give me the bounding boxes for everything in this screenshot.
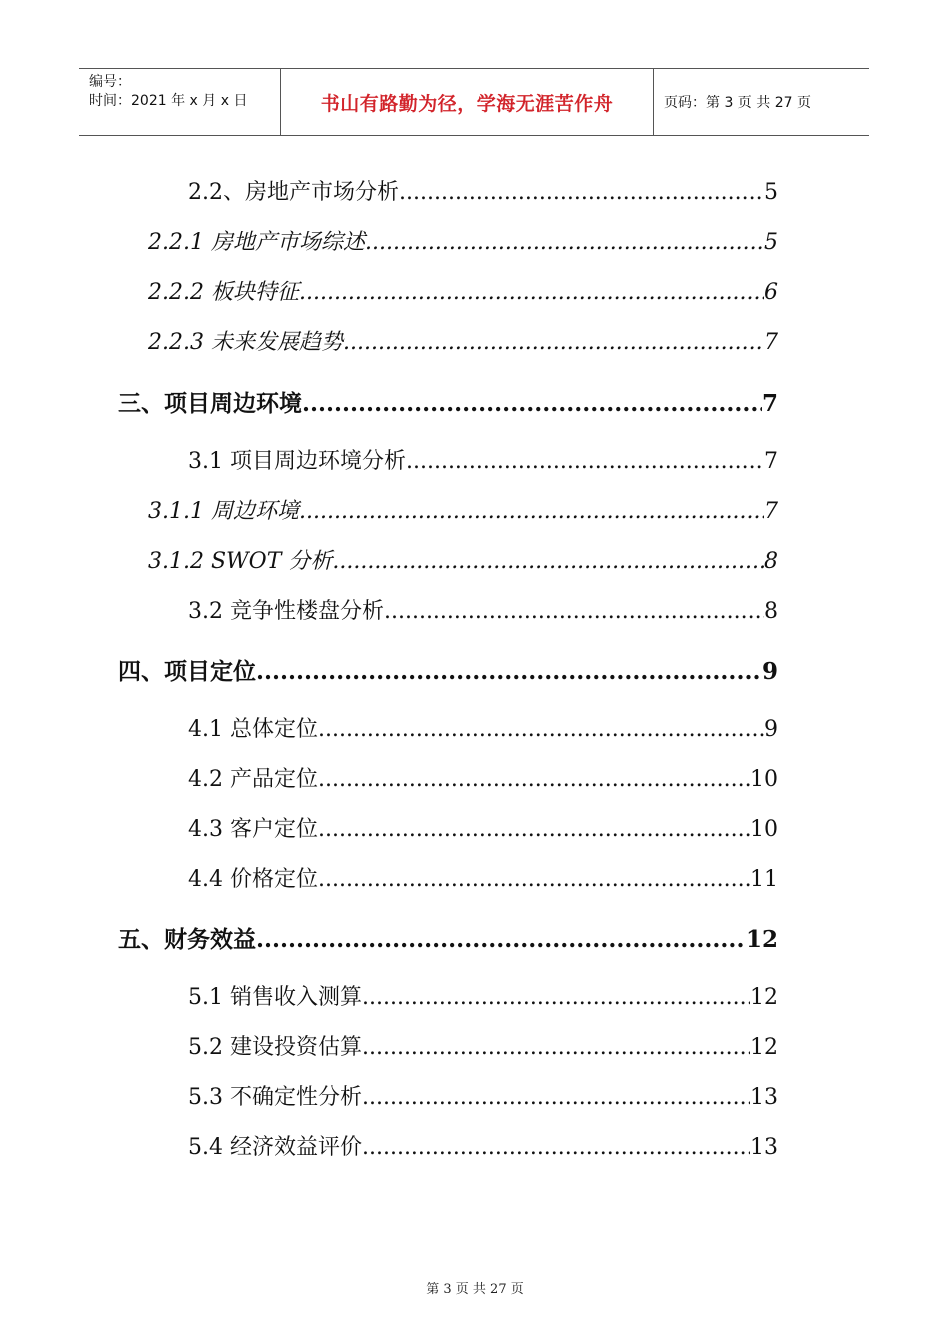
toc-entry[interactable] (188, 980, 778, 1011)
toc-leader-dots (302, 390, 762, 417)
toc-entry-page: 11 (750, 867, 778, 892)
toc-entry-page: 7 (764, 499, 778, 524)
toc-entry-label: 2.2、房地产市场分析 (188, 180, 399, 205)
toc-entry-page: 5 (764, 230, 778, 255)
toc-leader-dots (399, 180, 764, 205)
toc-entry[interactable] (118, 921, 778, 954)
toc-leader-dots (343, 330, 764, 355)
toc-entry-page: 5 (764, 180, 778, 205)
toc-leader-dots (362, 985, 750, 1010)
toc-entry[interactable] (148, 544, 778, 575)
toc-leader-dots (362, 1035, 750, 1060)
toc-entry[interactable] (148, 275, 778, 306)
toc-leader-dots (406, 449, 764, 474)
toc-entry[interactable] (188, 594, 778, 625)
toc-entry-page: 9 (764, 717, 778, 742)
toc-entry[interactable] (188, 1130, 778, 1161)
toc-entry[interactable] (188, 762, 778, 793)
toc-entry-label: 4.4 价格定位 (188, 867, 318, 892)
toc-entry[interactable] (188, 1080, 778, 1111)
header-meta (79, 69, 281, 135)
toc-leader-dots (299, 499, 764, 524)
toc-leader-dots (362, 1085, 750, 1110)
toc-entry-page: 7 (761, 390, 778, 417)
toc-entry-label: 2.2.1 房地产市场综述 (148, 230, 365, 255)
toc-entry-label: 3.1.1 周边环境 (148, 499, 299, 524)
toc-entry-label: 四、项目定位 (118, 658, 256, 685)
toc-leader-dots (318, 867, 750, 892)
toc-entry-page: 13 (750, 1135, 778, 1160)
toc-entry[interactable] (148, 325, 778, 356)
toc-entry[interactable] (118, 385, 778, 418)
page-header (79, 68, 869, 136)
toc-entry-label: 5.4 经济效益评价 (188, 1135, 362, 1160)
toc-entry-label: 2.2.2 板块特征 (148, 280, 299, 305)
toc-leader-dots (256, 926, 746, 953)
toc-entry[interactable] (118, 653, 778, 686)
toc-entry-page: 12 (750, 985, 778, 1010)
toc-entry-page: 8 (764, 599, 778, 624)
toc-entry-label: 5.3 不确定性分析 (188, 1085, 362, 1110)
toc-entry[interactable] (188, 862, 778, 893)
toc-leader-dots (256, 658, 762, 685)
toc-entry-page: 7 (764, 449, 778, 474)
toc-entry-page: 6 (764, 280, 778, 305)
toc-leader-dots (318, 767, 750, 792)
toc-entry-page: 8 (764, 549, 778, 574)
toc-entry-label: 五、财务效益 (118, 926, 256, 953)
toc-entry-label: 3.1 项目周边环境分析 (188, 449, 406, 474)
toc-leader-dots (362, 1135, 750, 1160)
toc-entry-label: 5.1 销售收入测算 (188, 985, 362, 1010)
page-footer: 第 3 页 共 27 页 (426, 1282, 524, 1297)
toc-entry[interactable] (188, 444, 778, 475)
toc-leader-dots (365, 230, 764, 255)
header-motto: 书山有路勤为径，学海无涯苦作舟 (281, 69, 654, 135)
document-number: 编号： (89, 74, 131, 90)
toc-leader-dots (318, 817, 750, 842)
toc-entry[interactable] (148, 494, 778, 525)
toc-entry[interactable] (188, 1030, 778, 1061)
toc-leader-dots (332, 549, 764, 574)
toc-leader-dots (384, 599, 764, 624)
toc-entry-label: 3.2 竞争性楼盘分析 (188, 599, 384, 624)
toc-entry-label: 3.1.2 SWOT 分析 (148, 549, 333, 574)
toc-entry-page: 13 (750, 1085, 778, 1110)
toc-entry-page: 9 (761, 658, 778, 685)
header-page-info: 页码：第 3 页 共 27 页 (664, 95, 811, 111)
toc-entry-page: 10 (750, 817, 778, 842)
document-date: 时间：2021 年 x 月 x 日 (89, 93, 248, 109)
toc-entry-label: 2.2.3 未来发展趋势 (148, 330, 343, 355)
toc-entry-label: 5.2 建设投资估算 (188, 1035, 362, 1060)
toc-entry-page: 10 (750, 767, 778, 792)
toc-leader-dots (299, 280, 764, 305)
toc-entry-label: 4.2 产品定位 (188, 767, 318, 792)
toc-entry[interactable] (188, 712, 778, 743)
toc-entry-page: 7 (764, 330, 778, 355)
toc-entry[interactable] (188, 812, 778, 843)
toc-entry-label: 三、项目周边环境 (118, 390, 302, 417)
toc-entry[interactable] (148, 225, 778, 256)
toc-entry-page: 12 (745, 926, 778, 953)
toc-entry-label: 4.1 总体定位 (188, 717, 318, 742)
toc-entry[interactable] (188, 175, 778, 206)
toc-entry-page: 12 (750, 1035, 778, 1060)
toc-leader-dots (318, 717, 764, 742)
toc-entry-label: 4.3 客户定位 (188, 817, 318, 842)
